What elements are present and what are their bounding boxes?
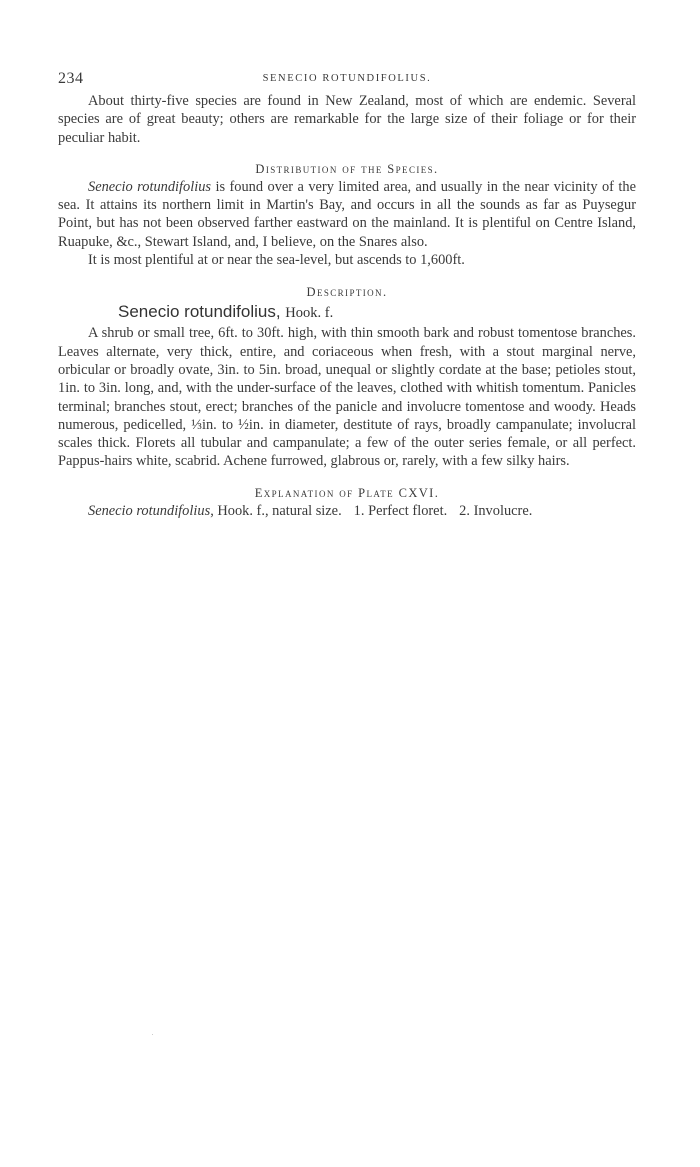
paper-speck — [152, 1034, 153, 1035]
species-name: Senecio rotundifolius, — [118, 302, 281, 322]
plate-species-italic: Senecio rotundifolius — [88, 502, 211, 519]
running-header — [58, 70, 636, 92]
plate-item-1: 1. Perfect floret. — [353, 502, 448, 519]
description-heading: Description. — [306, 285, 388, 300]
altitude-paragraph: It is most plentiful at or near the sea-level, but ascends to 1,600ft. — [88, 252, 465, 269]
species-italic: Senecio rotundifolius — [88, 178, 212, 195]
running-title: SENECIO ROTUNDIFOLIUS. — [262, 73, 432, 84]
plate-size-note: , Hook. f., natural size. — [210, 502, 342, 519]
distribution-heading: Distribution of the Species. — [255, 161, 439, 176]
distribution-paragraph — [58, 178, 636, 251]
species-author: Hook. f. — [285, 305, 334, 322]
distribution-text: is found over a very limited area, and usually in the near vicinity of the sea. It attains its northern limit in Martin's Bay, and occurs in all the sounds as far as Puysegur Point, but has not been observed farther eastward on the mainland. It is plentiful on Centre Island, Ruapuke, &c., Stewart Island, and, I believe, on the Snares also. — [58, 178, 636, 250]
species-title — [58, 301, 636, 324]
explanation-paragraph — [58, 502, 636, 520]
intro-paragraph: About thirty-five species are found in New Zealand, most of which are endemic. Several species are of great beauty; others are remarkable for the large size of their foliage or for their peculiar habit. — [58, 93, 636, 146]
page — [58, 70, 636, 520]
explanation-heading: Explanation of Plate CXVI. — [254, 485, 440, 500]
plate-item-2: 2. Involucre. — [459, 502, 533, 519]
description-paragraph: A shrub or small tree, 6ft. to 30ft. high, with thin smooth bark and robust tomentose branches. Leaves alternate, very thick, entire, and coriaceous when fresh, with a stout marginal nerve, orbicular or broadly ovate, 3in. to 5in. broad, unequal or slightly cordate at the base; petioles stout, 1in. to 3in. long, and, with the under-surface of the leaves, clothed with whitish tomentum. Panicles terminal; branches stout, erect; branches of the panicle and involucre tomentose and woody. Heads numerous, pedicelled, ⅓in. to ½in. in diameter, destitute of rays, broadly campanulate; involucral scales thick. Florets all tubular and campanulate; a few of the outer series female, or all perfect. Pappus-hairs white, scabrid. Achene furrowed, glabrous or, rarely, with a few silky hairs. — [58, 325, 636, 470]
page-number: 234 — [58, 70, 84, 87]
